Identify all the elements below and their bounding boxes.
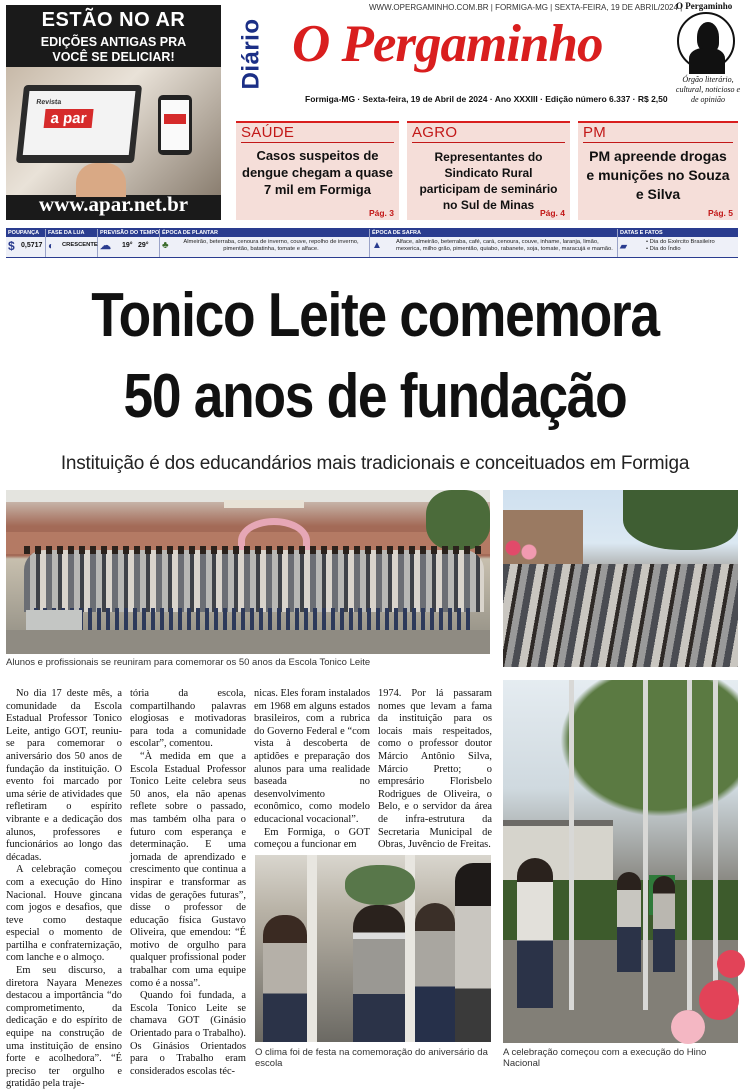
article-column-1 [6, 688, 122, 1090]
info-datas: DATAS E FATOS ▰ • Dia do Exército Brasileiro • Dia do Índio [618, 229, 738, 257]
dateline: Formiga-MG · Sexta-feira, 19 de Abril de 2024 · Ano XXXIII · Edição número 6.337 · R$ 2,50 [305, 94, 668, 104]
cloud-sun-icon: ☁ [100, 240, 111, 252]
headline-line-1: Tonico Leite comemora [91, 281, 659, 350]
paragraph: Em seu discurso, a diretora Nayara Menezes destacou a importância “do comprometimento, da dedicação e do espírito de equipe na construção de uma instituição de ensino forte e acolhedora”. “É preciso ter orgulho e gratidão pela traje- [6, 965, 122, 1090]
phone-image [158, 95, 192, 155]
promo-photo [6, 67, 221, 195]
teaser-headline: Casos suspeitos de dengue chegam a quase 7 mil em Formiga [242, 148, 393, 197]
photo-party[interactable] [255, 855, 491, 1042]
harvest-icon: ▲ [372, 240, 382, 251]
teaser-page: Pág. 5 [707, 208, 733, 218]
subheadline: Instituição é dos educandários mais tradicionais e conceituados em Formiga [60, 453, 690, 474]
teaser-saude[interactable] [236, 121, 399, 220]
school-sign [224, 500, 304, 508]
promo-subtitle-2: VOCÊ SE DELICIAR! [52, 50, 175, 64]
info-bar [6, 228, 738, 258]
moon-icon: ◐ [48, 241, 55, 252]
main-headline [53, 275, 698, 437]
flag-icon: ▰ [620, 241, 627, 251]
teaser-section: SAÚDE [241, 124, 295, 141]
plant-icon: ♣ [162, 240, 169, 251]
caption-bottom-middle: O clima foi de festa na comemoração do aniversário da escola [255, 1047, 488, 1069]
newspaper-logo[interactable]: O Pergaminho [292, 15, 603, 73]
portrait-seal-icon [677, 12, 735, 70]
caption-bottom-right: A celebração começou com a execução do Hino Nacional [503, 1047, 707, 1069]
promo-subtitle-1: EDIÇÕES ANTIGAS PRA [40, 35, 187, 49]
caption-main: Alunos e profissionais se reuniram para comemorar os 50 anos da Escola Tonico Leite [6, 657, 371, 668]
paragraph: tória da escola, compartilhando palavras elogiosas e motivadoras para toda a comunidade escolar”, comentou. [130, 688, 246, 750]
promo-screen-logo: a par [44, 109, 94, 128]
info-fase-lua: FASE DA LUA ◐ CRESCENTE [46, 229, 98, 257]
dollar-icon: $ [8, 239, 15, 253]
photo-flag-ceremony[interactable] [503, 680, 738, 1043]
info-safra: ÉPOCA DE SAFRA ▲ Alface, almeirão, beterraba, café, cará, cenoura, couve, inhame, laranja, limão, mexerica, milho grão, pimentão, quiabo, rabanete, soja, tomate, maracujá e mamão. [370, 229, 618, 257]
photo-group-students[interactable] [6, 490, 490, 654]
promo-ad[interactable] [6, 5, 221, 220]
article-column-4 [378, 688, 492, 851]
info-plantar: ÉPOCA DE PLANTAR ♣ Almeirão, beterraba, cenoura de inverno, couve, repolho de inverno, pimentão, batatinha, tomate e alface. [160, 229, 370, 257]
promo-screen-small: Revista [35, 99, 62, 106]
paragraph: A celebração começou com a execução do Hino Nacional. Houve gincana com jogos e desafios, que teve como destaque especial o momento de partilha e confraternização, com lanche e o almoço. [6, 864, 122, 964]
paragraph: “À medida em que a Escola Estadual Professor Tonico Leite celebra seus 50 anos, ela não apenas reflete sobre o passado, mas também olha para o futuro com esperança e determinação. E uma jornada de aprendizado e crescimento que continua a inspirar e transformar as vidas de gerações futuras”, disse o professor de educação física Gustavo Oliveira, que emendou: “É motivo de orgulho para qualquer profissional poder trabalhar com uma equipe como é a nossa”. [130, 750, 246, 989]
info-tempo: PREVISÃO DO TEMPO ☁ 19° 29° [98, 229, 160, 257]
teaser-section: AGRO [412, 124, 458, 141]
teaser-pm[interactable] [578, 121, 738, 220]
article-column-2 [130, 688, 246, 1078]
paragraph: nicas. Eles foram instalados em 1968 em alguns estados brasileiros, com a rubrica do Governo Federal e “com vista à descoberta de aptidões e preparação dos alunos para uma realidade baseada no desenvolvimento econômico, como modelo educacional vocacional”. [254, 688, 370, 825]
paragraph: Quando foi fundada, a Escola Tonico Leite se chamava GOT (Ginásio Orientado para o Trabalho). Os Ginásios Orientados para o Trabalho eram considerados escolas téc- [130, 990, 246, 1077]
promo-title: ESTÃO NO AR [41, 9, 186, 31]
laptop-image [16, 85, 142, 163]
diario-label: Diário [237, 18, 265, 90]
article-column-3 [254, 688, 370, 851]
photo-students-yard[interactable] [503, 490, 738, 667]
teaser-page: Pág. 4 [539, 208, 565, 218]
info-poupanca: POUPANÇA $ 0,5717 [6, 229, 46, 257]
teaser-headline: Representantes do Sindicato Rural participam de seminário no Sul de Minas [419, 150, 558, 212]
teaser-agro[interactable] [407, 121, 570, 220]
motto: Órgão literário, cultural, noticioso e de opinião [675, 75, 741, 104]
paragraph: No dia 17 deste mês, a comunidade da Escola Estadual Professor Tonico Leite, antigo GOT, reuniu-se para comemorar o aniversário dos 50 anos de fundação da instituição. O evento foi marcado por uma série de atividades que refletiram o espírito vibrante e a dedicação dos alunos, professores e funcionários ao longo das décadas. [6, 688, 122, 863]
teaser-headline: PM apreende drogas e munições no Souza e Silva [586, 148, 730, 202]
headline-line-2: 50 anos de fundação [123, 362, 627, 431]
teaser-page: Pág. 3 [368, 208, 394, 218]
teaser-section: PM [583, 124, 607, 141]
promo-url[interactable]: www.apar.net.br [38, 192, 189, 216]
top-line-logo: O Pergaminho [676, 1, 733, 11]
top-line: WWW.OPERGAMINHO.COM.BR | FORMIGA-MG | SEXTA-FEIRA, 19 DE ABRIL/2024 | [369, 3, 683, 12]
paragraph: Em Formiga, o GOT começou a funcionar em [254, 826, 370, 851]
paragraph: 1974. Por lá passaram nomes que levam a fama da instituição para os locais mais respeitados, como o professor doutor Márcio Antônio Silva, Márcio Pretto; o empresário Florisbelo Rodrigues de Oliveira, o Belo, e o servidor da área de infra-estrutura da Secretaria Municipal de Obras, Juvêncio de Freitas. [378, 688, 492, 851]
